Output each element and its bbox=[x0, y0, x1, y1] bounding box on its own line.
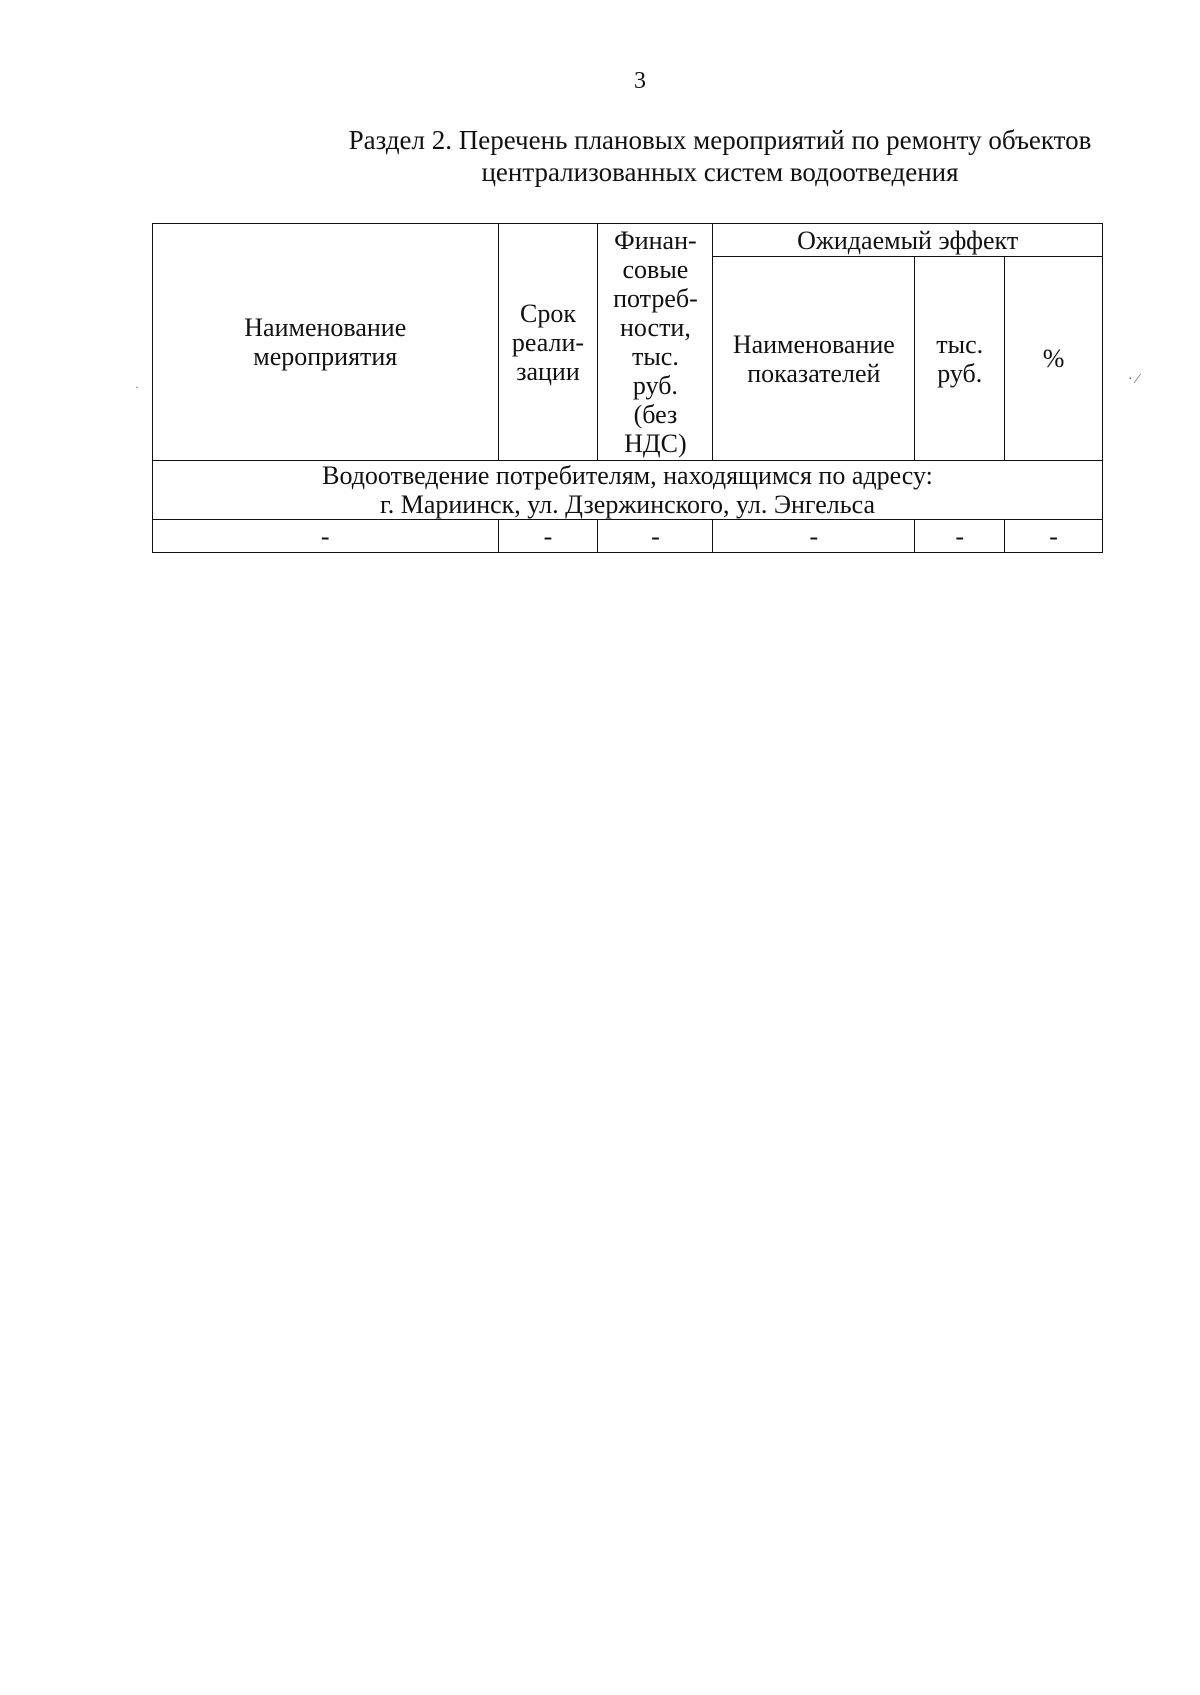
page-number: 3 bbox=[634, 68, 646, 94]
section-title bbox=[150, 124, 1200, 188]
section-address-line-2: г. Мариинск, ул. Дзержинского, ул. Энгельса bbox=[380, 490, 875, 519]
header-thousand-rub-line-1: тыс. bbox=[936, 329, 984, 359]
header-finance-line-3: потреб- bbox=[613, 284, 698, 313]
section-title-line-2: централизованных систем водоотведения bbox=[481, 157, 959, 187]
header-event-name bbox=[153, 224, 499, 461]
table-cell: - bbox=[153, 520, 499, 553]
header-finance-line-8: НДС) bbox=[624, 429, 687, 458]
header-finance-line-2: совые bbox=[622, 255, 689, 284]
header-thousand-rub-line-2: руб. bbox=[937, 358, 983, 388]
section-title-line-1: Раздел 2. Перечень плановых мероприятий по ремонту объектов bbox=[348, 125, 1092, 155]
header-finance-line-4: ности, bbox=[619, 313, 691, 342]
header-expected-effect: Ожидаемый эффект bbox=[713, 224, 1103, 257]
header-term-line-3: зации bbox=[516, 356, 580, 386]
table-cell: - bbox=[1005, 520, 1103, 553]
header-finance-line-6: руб. bbox=[632, 371, 678, 400]
header-indicators bbox=[713, 257, 915, 461]
scan-speck: · bbox=[135, 380, 139, 394]
header-percent: % bbox=[1005, 257, 1103, 461]
header-finance-line-5: тыс. bbox=[631, 342, 679, 371]
header-term-line-1: Срок bbox=[519, 298, 576, 328]
table-cell: - bbox=[498, 520, 598, 553]
scan-speck: · ⁄ bbox=[1128, 372, 1139, 387]
header-finance-line-7: (без bbox=[633, 400, 678, 429]
header-row-1 bbox=[153, 224, 1103, 257]
header-indicators-line-2: показателей bbox=[747, 358, 881, 388]
header-term bbox=[498, 224, 598, 461]
section-address-line-1: Водоотведение потребителям, находящимся по адресу: bbox=[322, 461, 933, 490]
header-event-name-line-2: мероприятия bbox=[253, 342, 398, 371]
repair-plan-table bbox=[152, 223, 1103, 553]
header-finance bbox=[598, 224, 713, 461]
table-row bbox=[153, 520, 1103, 553]
table-cell: - bbox=[598, 520, 713, 553]
section-address-cell bbox=[153, 461, 1103, 520]
table-cell: - bbox=[915, 520, 1005, 553]
header-indicators-line-1: Наименование bbox=[732, 329, 895, 359]
table-cell: - bbox=[713, 520, 915, 553]
header-event-name-line-1: Наименование bbox=[244, 313, 407, 342]
header-term-line-2: реали- bbox=[511, 327, 585, 357]
header-thousand-rub bbox=[915, 257, 1005, 461]
section-row bbox=[153, 461, 1103, 520]
header-finance-line-1: Финан- bbox=[614, 226, 697, 255]
